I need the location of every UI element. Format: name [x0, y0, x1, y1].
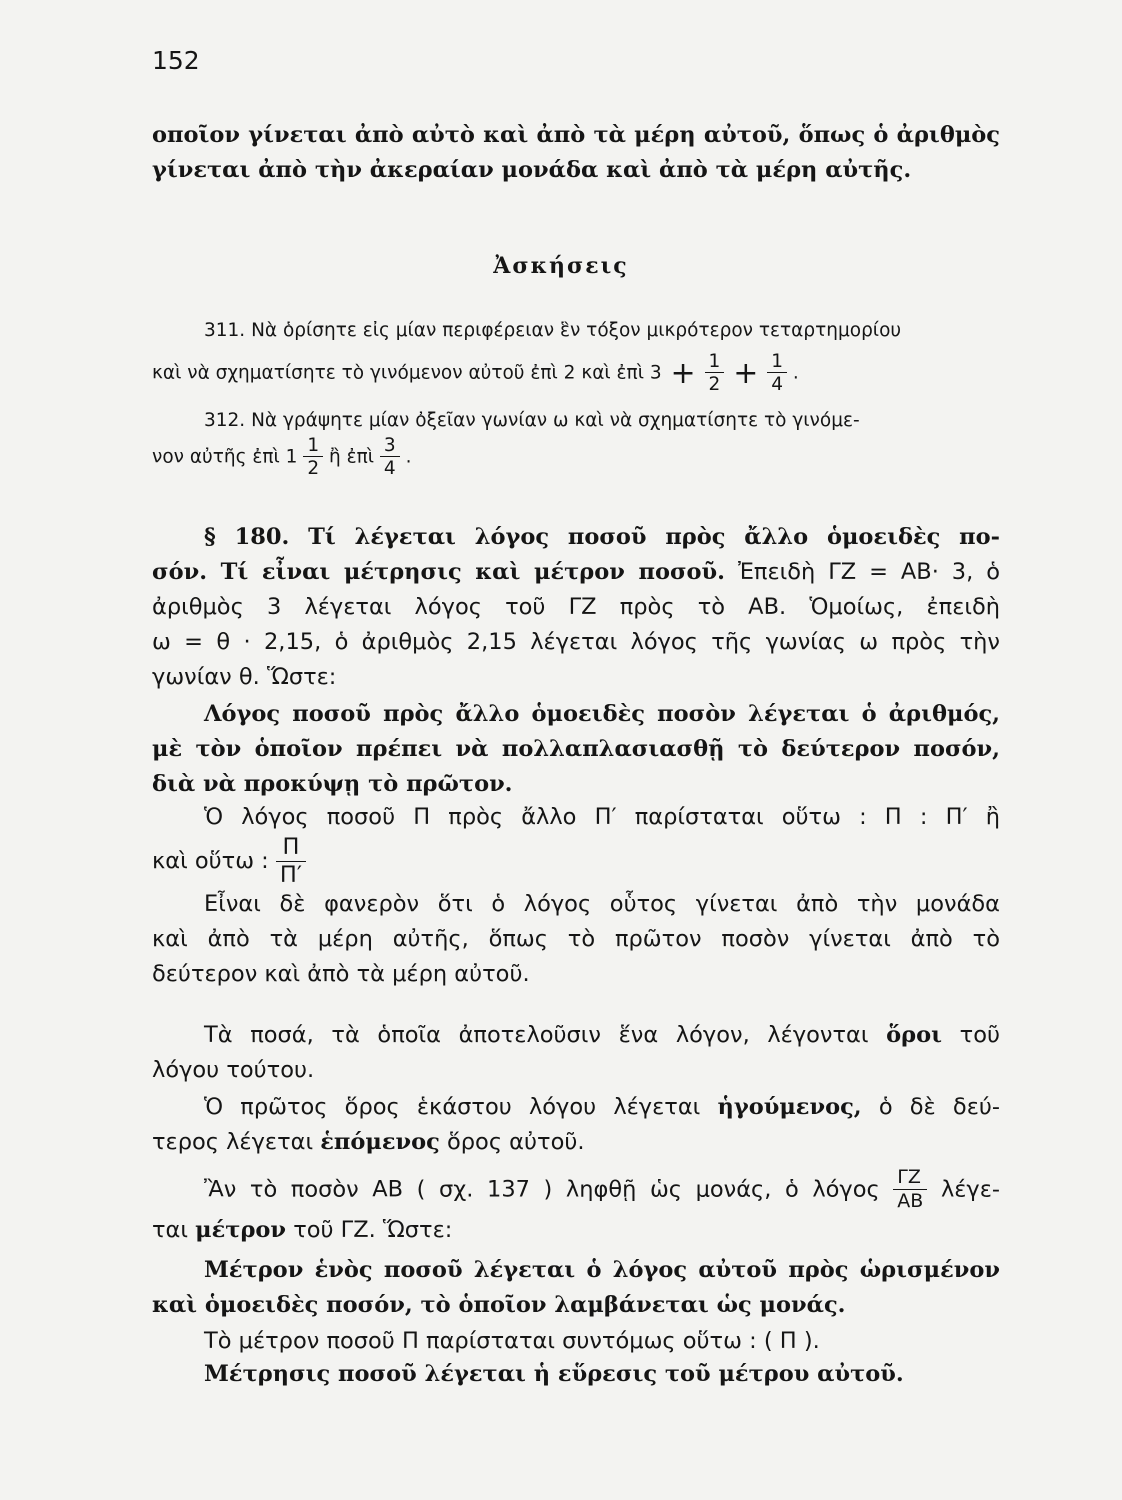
paragraph-text: Ἂν τὸ ποσὸν ΑΒ ( σχ. 137 ) ληφθῇ ὡς μονάς, ὁ λόγος — [204, 1176, 880, 1203]
paragraph-line: Ὁ λόγος ποσοῦ Π πρὸς ἄλλο Π′ παρίσταται οὕτω : Π : Π′ ἢ — [204, 804, 1000, 830]
paragraph-text: ται — [152, 1217, 188, 1243]
paragraph-text: ὁ δὲ δεύ- — [878, 1094, 1000, 1120]
exercises-heading: Ἀσκήσεις — [493, 253, 629, 279]
paragraph-line: λόγου τούτου. — [152, 1057, 315, 1083]
definition-ratio-line-2: μὲ τὸν ὁποῖον πρέπει νὰ πολλαπλασιασθῇ τὸ δεύτερον ποσόν, — [152, 736, 1000, 762]
paragraph-line: Τὸ μέτρον ποσοῦ Π παρίσταται συντόμως οὕτω : ( Π ). — [204, 1328, 820, 1354]
paragraph-line: Εἶναι δὲ φανερὸν ὅτι ὁ λόγος οὗτος γίνεται ἀπὸ τὴν μονάδα — [204, 891, 1000, 917]
paragraph-text: τοῦ — [959, 1022, 1001, 1048]
paragraph-text: τοῦ ΓΖ. Ὥστε: — [293, 1217, 453, 1243]
or-text: ἢ ἐπὶ — [328, 446, 374, 468]
paragraph-line: ἀριθμὸς 3 λέγεται λόγος τοῦ ΓΖ πρὸς τὸ ΑΒ. Ὁμοίως, ἐπειδὴ — [152, 594, 1000, 620]
fraction-one-half: $\frac{1}{2}$ — [705, 352, 725, 395]
paragraph-text: λέγε- — [940, 1176, 1001, 1203]
exercise-311-line-2 — [152, 352, 1000, 395]
paragraph-line: ω = θ · 2,15, ὁ ἀριθμὸς 2,15 λέγεται λόγος τῆς γωνίας ω πρὸς τὴν — [152, 629, 1000, 655]
section-text: Ἐπειδὴ ΓΖ = ΑΒ· 3, ὁ — [737, 559, 1000, 585]
paragraph-text: τερος λέγεται — [152, 1129, 314, 1155]
fraction-one-half: $\frac{1}{2}$ — [303, 436, 323, 479]
paragraph-line: δεύτερον καὶ ἀπὸ τὰ μέρη αὐτοῦ. — [152, 961, 530, 987]
term-epomenos: ἑπόμενος — [320, 1129, 440, 1155]
intro-line-1: οποῖον γίνεται ἀπὸ αὐτὸ καὶ ἀπὸ τὰ μέρη αὐτοῦ, ὅπως ὁ ἀριθμὸς — [152, 122, 1000, 148]
fraction-three-quarters: $\frac{3}{4}$ — [380, 436, 400, 479]
definition-measure-line-2: καὶ ὁμοειδὲς ποσόν, τὸ ὁποῖον λαμβάνεται ὡς μονάς. — [152, 1292, 846, 1318]
section-title-cont: σόν. Τί εἶναι μέτρησις καὶ μέτρον ποσοῦ. — [152, 559, 725, 585]
exercise-311-line-1: 311. Νὰ ὁρίσητε εἰς μίαν περιφέρειαν ἓν τόξον μικρότερον τεταρτημορίου — [204, 320, 902, 341]
intro-line-2: γίνεται ἀπὸ τὴν ἀκεραίαν μονάδα καὶ ἀπὸ τὰ μέρη αὐτῆς. — [152, 157, 912, 183]
plus-sign: + — [733, 355, 759, 391]
exercise-311-text: καὶ νὰ σχηματίσητε τὸ γινόμενον αὐτοῦ ἐπὶ 2 καὶ ἐπὶ 3 — [152, 362, 662, 384]
definition-ratio-line-3: διὰ νὰ προκύψῃ τὸ πρῶτον. — [152, 771, 513, 797]
section-title-line-1: § 180. Τί λέγεται λόγος ποσοῦ πρὸς ἄλλο ὁμοειδὲς πο- — [204, 524, 1000, 550]
definition-ratio-line-1: Λόγος ποσοῦ πρὸς ἄλλο ὁμοειδὲς ποσὸν λέγεται ὁ ἀριθμός, — [204, 701, 1000, 727]
paragraph-line: καὶ ἀπὸ τὰ μέρη αὐτῆς, ὅπως τὸ πρῶτον ποσὸν γίνεται ἀπὸ τὸ — [152, 926, 1000, 952]
paragraph-text: ὅρος αὐτοῦ. — [447, 1129, 585, 1155]
paragraph-line — [152, 836, 1000, 887]
paragraph-line — [152, 1125, 1000, 1160]
paragraph-line — [152, 1090, 1000, 1125]
term-oroi: ὅροι — [886, 1022, 943, 1048]
term-metron: μέτρον — [195, 1217, 287, 1243]
definition-measurement: Μέτρησις ποσοῦ λέγεται ἡ εὕρεσις τοῦ μέτρου αὐτοῦ. — [204, 1361, 904, 1387]
fraction-one-quarter: $\frac{1}{4}$ — [767, 352, 787, 395]
fraction-gz-over-ab: $\frac{\Gamma Z}{AB}$ — [893, 1168, 927, 1212]
paragraph-text: Τὰ ποσά, τὰ ὁποῖα ἀποτελοῦσιν ἕνα λόγον, λέγονται — [204, 1022, 869, 1048]
plus-sign: + — [670, 355, 696, 391]
term-igoumenos: ἡγούμενος, — [717, 1094, 862, 1120]
exercise-312-line-1: 312. Νὰ γράψητε μίαν ὀξεῖαν γωνίαν ω καὶ νὰ σχηματίσητε τὸ γινόμε- — [204, 410, 860, 431]
paragraph-text: καὶ οὕτω : — [152, 848, 269, 875]
paragraph-line — [152, 1168, 1000, 1212]
paragraph-line: γωνίαν θ. Ὥστε: — [152, 664, 337, 690]
section-title-line-2 — [152, 555, 1000, 590]
definition-measure-line-1: Μέτρον ἑνὸς ποσοῦ λέγεται ὁ λόγος αὐτοῦ πρὸς ὡρισμένον — [204, 1257, 1000, 1283]
paragraph-line — [152, 1018, 1000, 1053]
exercise-312-text: νον αὐτῆς ἐπὶ 1 — [152, 446, 298, 468]
exercise-312-line-2 — [152, 436, 1000, 479]
paragraph-text: Ὁ πρῶτος ὅρος ἑκάστου λόγου λέγεται — [204, 1094, 701, 1120]
period: . — [405, 446, 412, 468]
fraction-p-over-p-prime: $\frac{\Pi}{\Pi'}$ — [276, 836, 306, 887]
paragraph-line — [152, 1213, 1000, 1248]
period: . — [792, 362, 799, 384]
page-number: 152 — [152, 46, 200, 75]
